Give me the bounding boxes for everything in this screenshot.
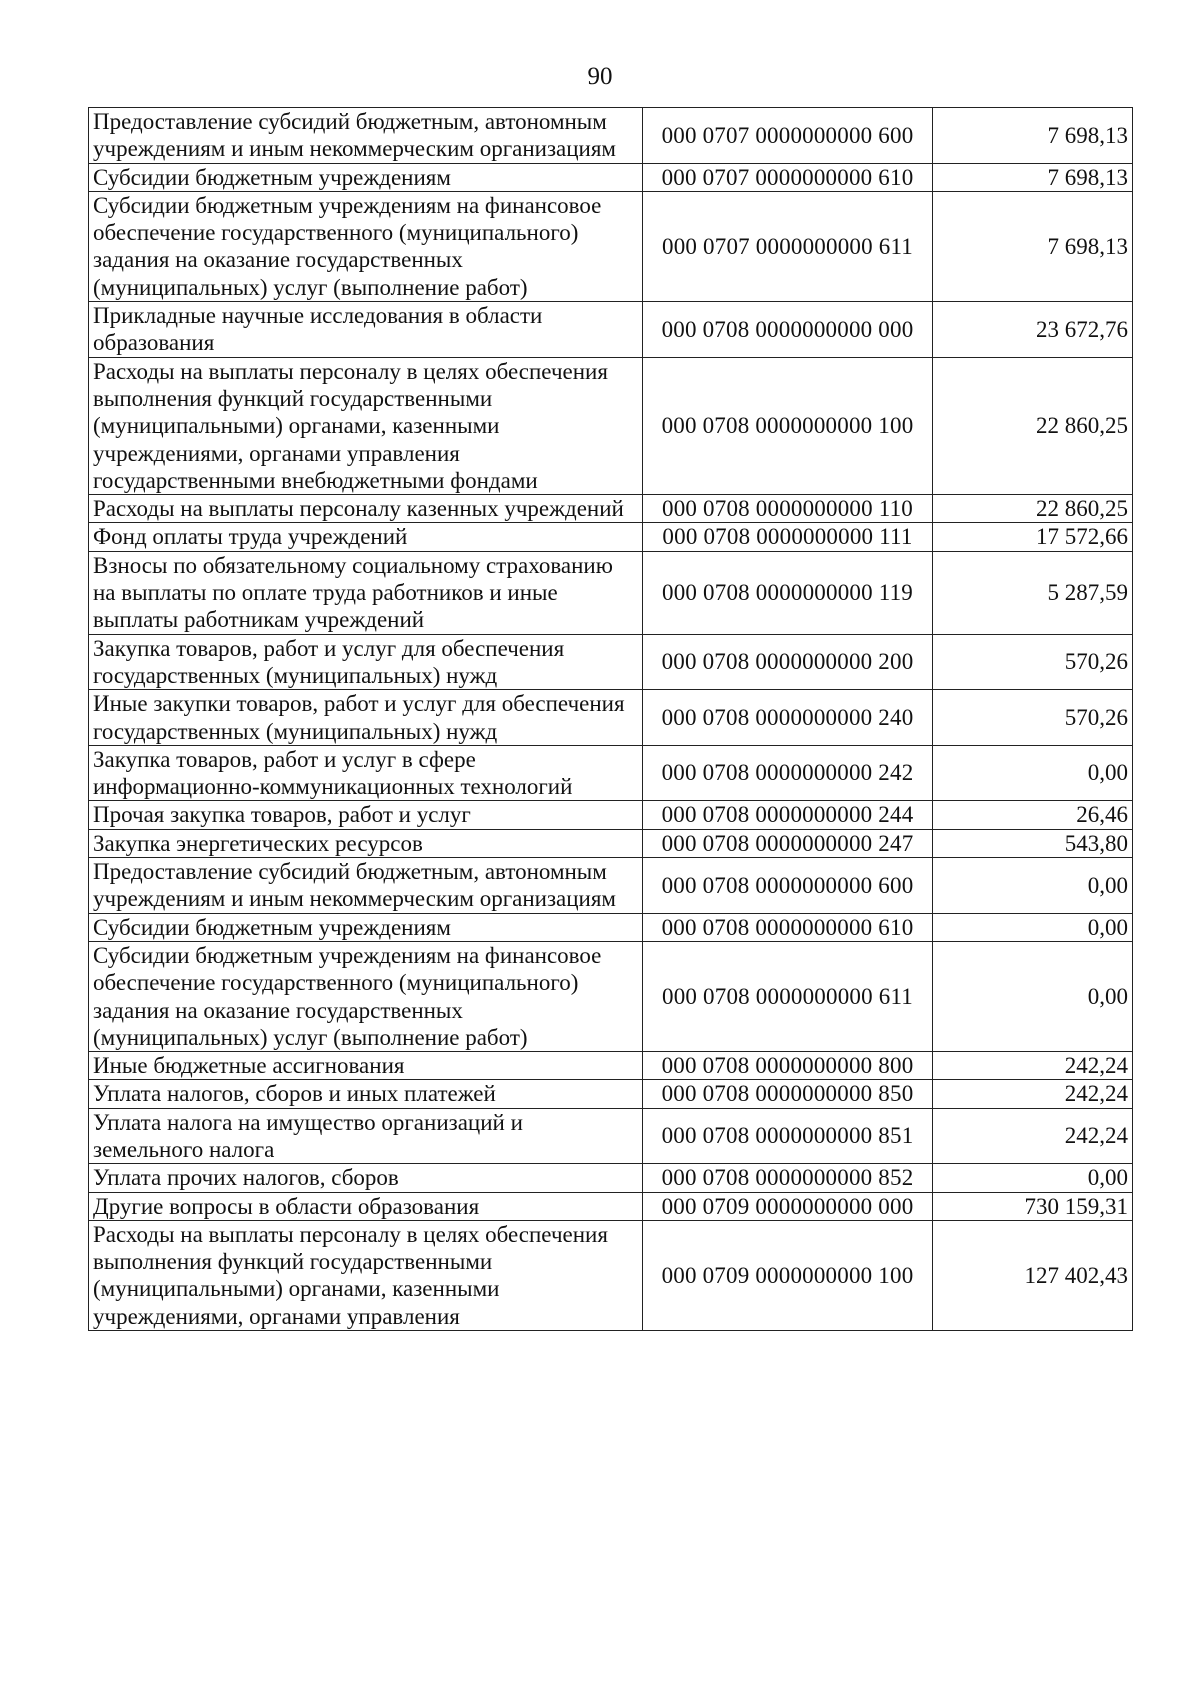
row-name-cell: Расходы на выплаты персоналу казенных учреждений — [89, 495, 643, 523]
table-row — [89, 163, 1133, 191]
row-name-cell: Закупка энергетических ресурсов — [89, 829, 643, 857]
table-row — [89, 357, 1133, 494]
table-row — [89, 801, 1133, 829]
row-amount-cell: 7 698,13 — [933, 163, 1133, 191]
row-code-cell: 000 0708 0000000000 200 — [643, 634, 933, 690]
row-code-cell: 000 0708 0000000000 240 — [643, 690, 933, 746]
table-row — [89, 302, 1133, 358]
row-name-cell: Субсидии бюджетным учреждениям — [89, 913, 643, 941]
row-code-cell: 000 0708 0000000000 851 — [643, 1108, 933, 1164]
row-code-cell: 000 0708 0000000000 111 — [643, 523, 933, 551]
row-amount-cell: 0,00 — [933, 858, 1133, 914]
row-amount-cell: 543,80 — [933, 829, 1133, 857]
row-amount-cell: 17 572,66 — [933, 523, 1133, 551]
row-name-cell: Расходы на выплаты персоналу в целях обеспечения выполнения функций государственными (муниципальными) органами, казенными учреждениями, органами управления государственными внебюджетными фондами — [89, 357, 643, 494]
row-code-cell: 000 0708 0000000000 244 — [643, 801, 933, 829]
row-name-cell: Субсидии бюджетным учреждениям на финансовое обеспечение государственного (муниципального) задания на оказание государственных (муниципальных) услуг (выполнение работ) — [89, 191, 643, 301]
row-name-cell: Субсидии бюджетным учреждениям — [89, 163, 643, 191]
row-name-cell: Уплата прочих налогов, сборов — [89, 1164, 643, 1192]
budget-table — [88, 107, 1133, 1331]
table-row — [89, 1220, 1133, 1330]
row-name-cell: Уплата налогов, сборов и иных платежей — [89, 1080, 643, 1108]
row-amount-cell: 0,00 — [933, 913, 1133, 941]
row-code-cell: 000 0708 0000000000 610 — [643, 913, 933, 941]
row-name-cell: Прикладные научные исследования в области образования — [89, 302, 643, 358]
row-amount-cell: 23 672,76 — [933, 302, 1133, 358]
row-amount-cell: 570,26 — [933, 690, 1133, 746]
row-amount-cell: 242,24 — [933, 1080, 1133, 1108]
row-code-cell: 000 0708 0000000000 600 — [643, 858, 933, 914]
row-name-cell: Предоставление субсидий бюджетным, автономным учреждениям и иным некоммерческим организациям — [89, 108, 643, 164]
table-row — [89, 745, 1133, 801]
table-row — [89, 523, 1133, 551]
row-code-cell: 000 0708 0000000000 850 — [643, 1080, 933, 1108]
row-name-cell: Иные закупки товаров, работ и услуг для обеспечения государственных (муниципальных) нужд — [89, 690, 643, 746]
row-amount-cell: 570,26 — [933, 634, 1133, 690]
row-name-cell: Прочая закупка товаров, работ и услуг — [89, 801, 643, 829]
row-code-cell: 000 0709 0000000000 000 — [643, 1192, 933, 1220]
row-amount-cell: 7 698,13 — [933, 191, 1133, 301]
table-row — [89, 1108, 1133, 1164]
row-code-cell: 000 0708 0000000000 852 — [643, 1164, 933, 1192]
table-row — [89, 690, 1133, 746]
table-row — [89, 829, 1133, 857]
row-amount-cell: 242,24 — [933, 1108, 1133, 1164]
row-name-cell: Предоставление субсидий бюджетным, автономным учреждениям и иным некоммерческим организациям — [89, 858, 643, 914]
row-amount-cell: 5 287,59 — [933, 551, 1133, 634]
row-amount-cell: 0,00 — [933, 745, 1133, 801]
row-code-cell: 000 0708 0000000000 119 — [643, 551, 933, 634]
row-code-cell: 000 0707 0000000000 611 — [643, 191, 933, 301]
table-row — [89, 1080, 1133, 1108]
row-name-cell: Расходы на выплаты персоналу в целях обеспечения выполнения функций государственными (муниципальными) органами, казенными учреждениями, органами управления — [89, 1220, 643, 1330]
row-amount-cell: 0,00 — [933, 941, 1133, 1051]
row-name-cell: Взносы по обязательному социальному страхованию на выплаты по оплате труда работников и иные выплаты работникам учреждений — [89, 551, 643, 634]
row-code-cell: 000 0708 0000000000 000 — [643, 302, 933, 358]
row-amount-cell: 242,24 — [933, 1052, 1133, 1080]
table-row — [89, 634, 1133, 690]
row-code-cell: 000 0707 0000000000 610 — [643, 163, 933, 191]
table-row — [89, 1164, 1133, 1192]
row-code-cell: 000 0709 0000000000 100 — [643, 1220, 933, 1330]
row-amount-cell: 127 402,43 — [933, 1220, 1133, 1330]
page-number: 90 — [587, 63, 613, 90]
row-name-cell: Закупка товаров, работ и услуг в сфере информационно-коммуникационных технологий — [89, 745, 643, 801]
row-amount-cell: 7 698,13 — [933, 108, 1133, 164]
row-amount-cell: 22 860,25 — [933, 495, 1133, 523]
row-name-cell: Иные бюджетные ассигнования — [89, 1052, 643, 1080]
row-amount-cell: 26,46 — [933, 801, 1133, 829]
row-name-cell: Уплата налога на имущество организаций и земельного налога — [89, 1108, 643, 1164]
row-amount-cell: 730 159,31 — [933, 1192, 1133, 1220]
table-row — [89, 858, 1133, 914]
row-name-cell: Другие вопросы в области образования — [89, 1192, 643, 1220]
table-row — [89, 1192, 1133, 1220]
budget-table-body — [89, 108, 1133, 1331]
row-code-cell: 000 0707 0000000000 600 — [643, 108, 933, 164]
row-code-cell: 000 0708 0000000000 100 — [643, 357, 933, 494]
table-row — [89, 941, 1133, 1051]
row-code-cell: 000 0708 0000000000 611 — [643, 941, 933, 1051]
row-code-cell: 000 0708 0000000000 247 — [643, 829, 933, 857]
table-row — [89, 1052, 1133, 1080]
row-name-cell: Закупка товаров, работ и услуг для обеспечения государственных (муниципальных) нужд — [89, 634, 643, 690]
row-amount-cell: 0,00 — [933, 1164, 1133, 1192]
row-name-cell: Субсидии бюджетным учреждениям на финансовое обеспечение государственного (муниципального) задания на оказание государственных (муниципальных) услуг (выполнение работ) — [89, 941, 643, 1051]
row-code-cell: 000 0708 0000000000 110 — [643, 495, 933, 523]
table-row — [89, 551, 1133, 634]
table-row — [89, 191, 1133, 301]
table-row — [89, 108, 1133, 164]
row-code-cell: 000 0708 0000000000 800 — [643, 1052, 933, 1080]
row-amount-cell: 22 860,25 — [933, 357, 1133, 494]
row-code-cell: 000 0708 0000000000 242 — [643, 745, 933, 801]
table-row — [89, 495, 1133, 523]
row-name-cell: Фонд оплаты труда учреждений — [89, 523, 643, 551]
table-row — [89, 913, 1133, 941]
